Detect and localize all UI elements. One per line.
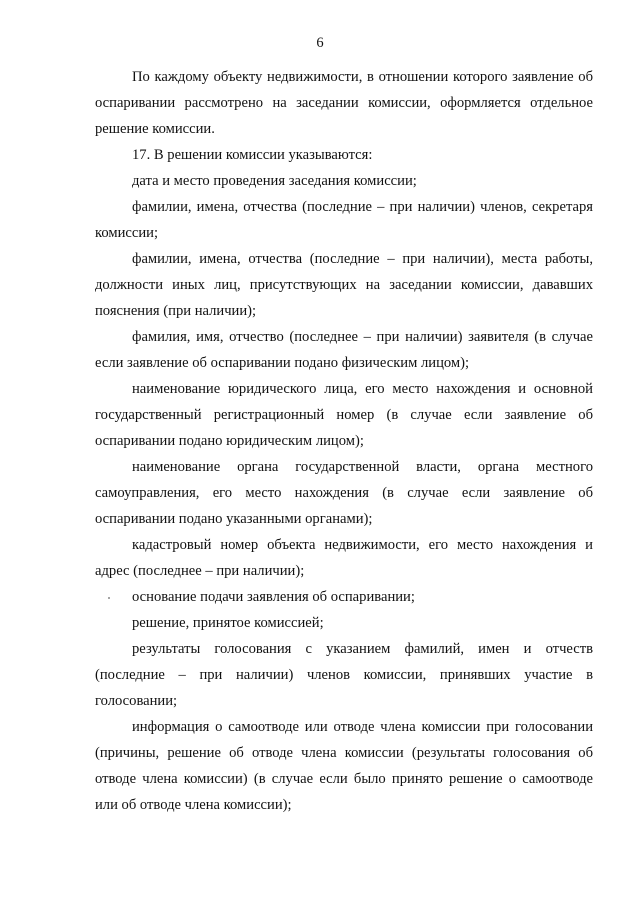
- paragraph-cadastral-number: кадастровый номер объекта недвижимости, его место нахождения и адрес (последнее – при наличии);: [95, 537, 593, 579]
- paragraph-item-17-heading: 17. В решении комиссии указываются:: [132, 147, 373, 163]
- paragraph-other-persons: фамилии, имена, отчества (последние – при наличии), места работы, должности иных лиц, присутствующих на заседании комиссии, дававших пояснения (при наличии);: [95, 251, 593, 319]
- paragraph-members-secretary: фамилии, имена, отчества (последние – при наличии) членов, секретаря комиссии;: [95, 199, 593, 241]
- paragraph-applicant-authority: наименование органа государственной власти, органа местного самоуправления, его место нахождения (в случае если заявление об оспаривании подано указанными органами);: [95, 459, 593, 527]
- paragraph-decision-per-object: По каждому объекту недвижимости, в отношении которого заявление об оспаривании рассмотрено на заседании комиссии, оформляется отдельное решение комиссии.: [95, 69, 593, 137]
- paragraph-decision: решение, принятое комиссией;: [132, 615, 324, 631]
- paragraph-date-place: дата и место проведения заседания комиссии;: [132, 173, 417, 189]
- paragraph-applicant-individual: фамилия, имя, отчество (последнее – при наличии) заявителя (в случае если заявление об оспаривании подано физическим лицом);: [95, 329, 593, 371]
- paragraph-grounds: основание подачи заявления об оспаривании;: [132, 589, 415, 605]
- page-number: 6: [316, 35, 324, 51]
- paragraph-voting-results: результаты голосования с указанием фамилий, имен и отчеств (последние – при наличии) членов комиссии, принявших участие в голосовании;: [95, 641, 593, 709]
- scan-speck: [108, 597, 110, 599]
- paragraph-recusal-info: информация о самоотводе или отводе члена комиссии при голосовании (причины, решение об отводе члена комиссии (результаты голосования об отводе члена комиссии) (в случае если было принято решение о самоотводе или об отводе члена комиссии);: [95, 719, 593, 813]
- document-body: [95, 64, 593, 818]
- paragraph-applicant-legal-entity: наименование юридического лица, его место нахождения и основной государственный регистрационный номер (в случае если заявление об оспаривании подано юридическим лицом);: [95, 381, 593, 449]
